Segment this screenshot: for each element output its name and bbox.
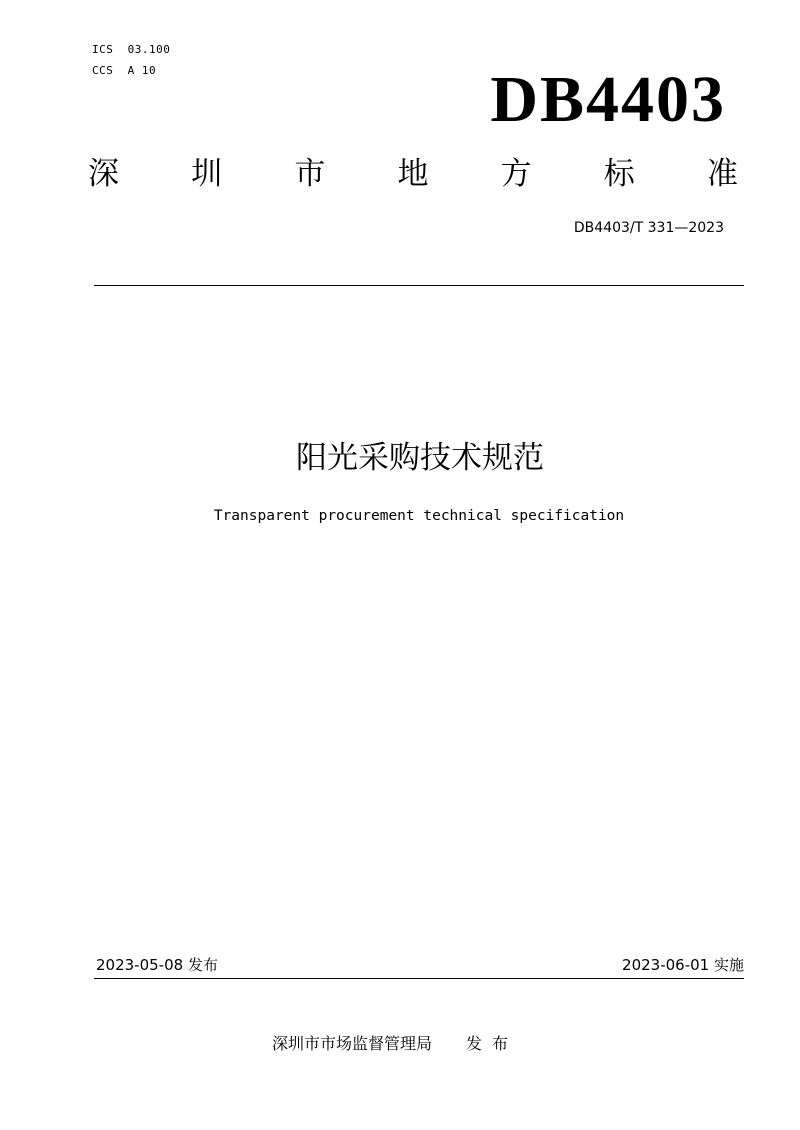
standard-type-char: 深 xyxy=(88,156,119,192)
standard-number: DB4403/T 331—2023 xyxy=(573,220,724,236)
issuer-name: 深圳市市场监督管理局 xyxy=(272,1034,433,1053)
title-english: Transparent procurement technical specification xyxy=(213,508,625,524)
classification-codes xyxy=(92,39,170,81)
standard-type-char: 市 xyxy=(294,156,326,192)
implementation-date: 2023-06-01 实施 xyxy=(622,956,744,974)
standard-type-char: 标 xyxy=(603,156,635,192)
ics-code: ICS 03.100 xyxy=(92,43,171,56)
title-chinese: 阳光采购技术规范 xyxy=(296,440,544,476)
issue-date: 2023-05-08 发布 xyxy=(96,956,218,974)
issuer-action: 发布 xyxy=(466,1034,519,1053)
standard-type-char: 方 xyxy=(500,156,532,192)
top-divider xyxy=(94,285,744,286)
bottom-divider xyxy=(94,978,744,979)
ccs-code: CCS A 10 xyxy=(92,64,157,77)
issuer-line xyxy=(272,1032,518,1056)
standard-type-char: 准 xyxy=(706,156,738,192)
standard-type-char: 圳 xyxy=(191,156,223,192)
db-code-heading: DB4403 xyxy=(490,63,726,136)
standard-type-char: 地 xyxy=(397,156,429,192)
standard-type-heading xyxy=(88,152,738,196)
